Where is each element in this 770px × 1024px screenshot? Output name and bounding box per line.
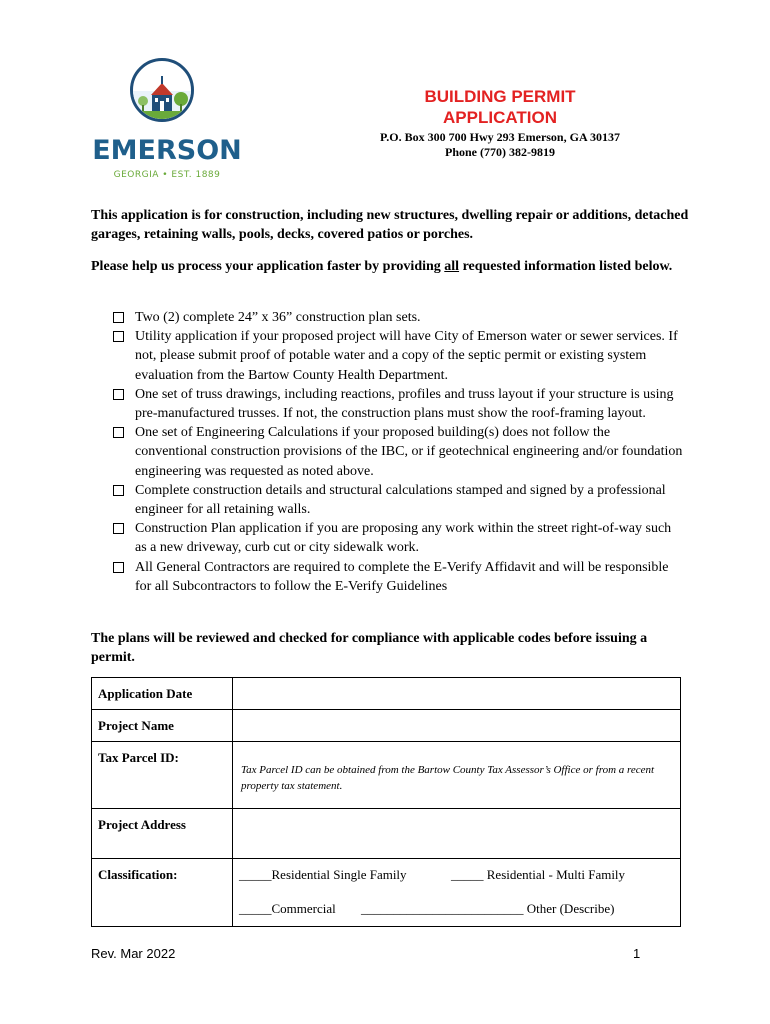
option-residential-single-family[interactable]: _____Residential Single Family: [239, 867, 407, 882]
help-text-after: requested information listed below.: [459, 259, 673, 274]
tax-parcel-note: Tax Parcel ID can be obtained from the Bartow County Tax Assessor’s Office or from a recent property tax statement.: [241, 764, 655, 792]
logo-emblem: [130, 58, 194, 122]
option-residential-multi-family[interactable]: _____ Residential - Multi Family: [451, 867, 626, 882]
help-text-before: Please help us process your application faster by providing: [91, 259, 445, 274]
phone-number: Phone (770) 382-9819: [445, 145, 555, 159]
checkbox[interactable]: [113, 312, 124, 323]
checklist-item-text: Utility application if your proposed project will have City of Emerson water or sewer services. If not, please submit proof of potable water and a copy of the septic permit or existing system evaluation from the Bartow County Health Department.: [135, 329, 678, 383]
project-address-label: Project Address: [92, 809, 233, 859]
option-commercial[interactable]: _____Commercial: [239, 901, 336, 916]
requirements-checklist: [113, 308, 683, 596]
tax-parcel-field[interactable]: [233, 742, 681, 809]
checklist-item: [113, 481, 683, 519]
page-number: 1: [633, 946, 641, 961]
logo-tagline: GEORGIA • EST. 1889: [113, 170, 221, 180]
checkbox[interactable]: [113, 331, 124, 342]
logo-wordmark: EMERSON: [92, 135, 242, 166]
row-tax-parcel: [92, 742, 681, 809]
row-application-date: [92, 678, 681, 710]
checkbox[interactable]: [113, 523, 124, 534]
application-form-table: [91, 677, 681, 927]
checkbox[interactable]: [113, 485, 124, 496]
emerson-logo: [92, 58, 242, 183]
checklist-item-text: Construction Plan application if you are proposing any work within the street right-of-way such as a new driveway, curb cut or city sidewalk work.: [135, 521, 672, 556]
checkbox[interactable]: [113, 562, 124, 573]
help-emphasis: all: [444, 259, 460, 274]
classification-label: Classification:: [92, 859, 233, 927]
tax-parcel-label: Tax Parcel ID:: [92, 742, 233, 809]
review-notice: The plans will be reviewed and checked for compliance with applicable codes before issuing a permit.: [91, 631, 648, 665]
help-paragraph: [91, 257, 691, 276]
project-name-field[interactable]: [233, 710, 681, 742]
mailing-address: P.O. Box 300 700 Hwy 293 Emerson, GA 30137: [380, 130, 620, 144]
row-project-name: [92, 710, 681, 742]
revision-label: Rev. Mar 2022: [91, 946, 176, 961]
checklist-item: [113, 385, 683, 423]
application-date-label: Application Date: [92, 678, 233, 710]
application-date-field[interactable]: [233, 678, 681, 710]
checklist-item-text: All General Contractors are required to complete the E-Verify Affidavit and will be responsible for all Subcontractors to follow the E-Verify Guidelines: [135, 559, 669, 594]
row-project-address: [92, 809, 681, 859]
project-address-field[interactable]: [233, 809, 681, 859]
checklist-item-text: One set of Engineering Calculations if your proposed building(s) does not follow the conventional construction provisions of the IBC, or if geotechnical engineering and/or foundation engineering was requested as noted above.: [135, 425, 683, 479]
checkbox[interactable]: [113, 389, 124, 400]
checklist-item: [113, 519, 683, 557]
checklist-item: [113, 308, 683, 327]
checklist-item: [113, 423, 683, 481]
checklist-item: [113, 558, 683, 596]
intro-paragraph: This application is for construction, including new structures, dwelling repair or additions, detached garages, retaining walls, pools, decks, covered patios or porches.: [91, 208, 689, 242]
contact-block: [350, 130, 650, 160]
checklist-item-text: Complete construction details and structural calculations stamped and signed by a professional engineer for all retaining walls.: [135, 482, 666, 518]
option-other-describe[interactable]: _________________________ Other (Describe): [361, 901, 615, 916]
checklist-item-text: One set of truss drawings, including reactions, profiles and truss layout if your structure is using pre-manufactured trusses. If not, the construction plans must show the roof-framing layout.: [135, 386, 674, 422]
classification-options: [233, 859, 681, 927]
title-line-2: APPLICATION: [443, 108, 557, 127]
checkbox[interactable]: [113, 427, 124, 438]
row-classification: [92, 859, 681, 927]
checklist-item: [113, 327, 683, 385]
page-title: [380, 86, 620, 128]
checklist-item-text: Two (2) complete 24” x 36” construction plan sets.: [135, 310, 421, 325]
building-icon: [133, 61, 191, 119]
project-name-label: Project Name: [92, 710, 233, 742]
title-line-1: BUILDING PERMIT: [424, 87, 576, 106]
